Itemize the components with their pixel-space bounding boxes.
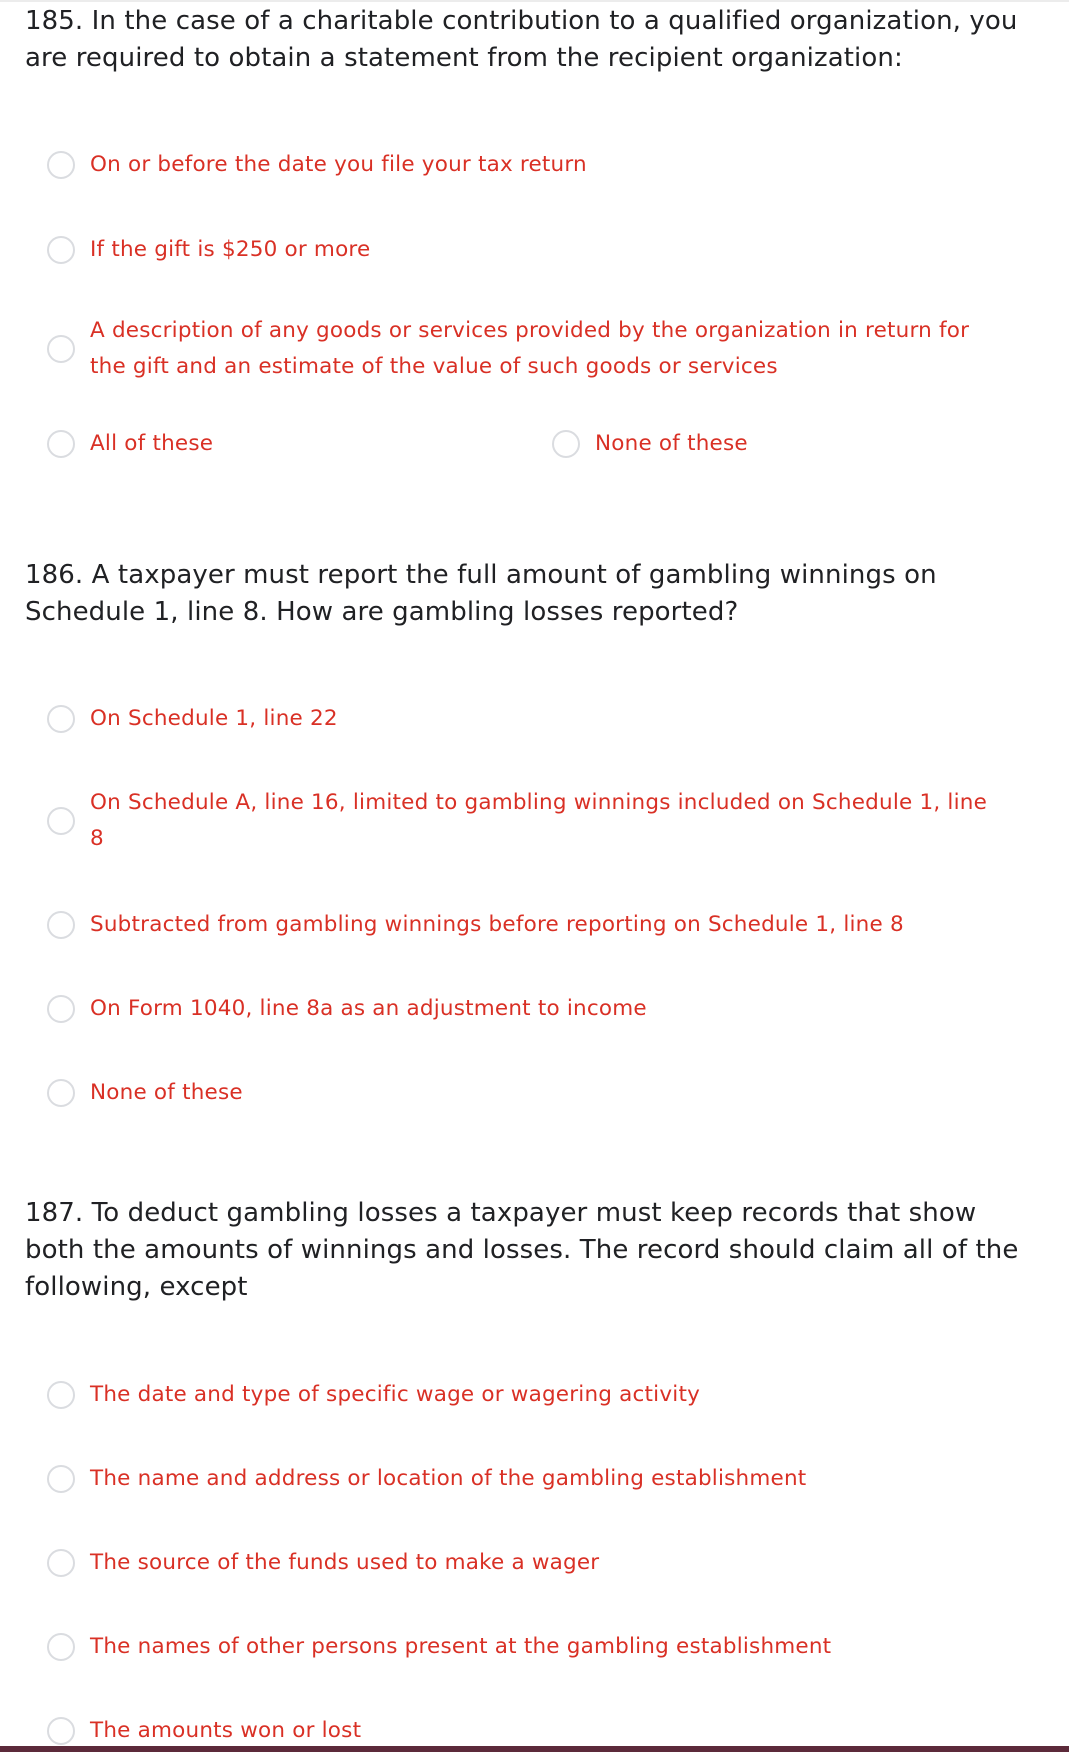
option-label: The source of the funds used to make a wager — [90, 1550, 600, 1575]
radio-button-icon[interactable] — [47, 807, 75, 835]
option-label: On Schedule A, line 16, limited to gambling winnings included on Schedule 1, line 8 — [90, 790, 988, 851]
radio-button-icon[interactable] — [47, 911, 75, 939]
radio-button-icon[interactable] — [47, 335, 75, 363]
radio-button-icon[interactable] — [47, 705, 75, 733]
radio-button-icon[interactable] — [47, 1633, 75, 1661]
q186-option-5[interactable] — [47, 1075, 243, 1111]
radio-button-icon[interactable] — [47, 236, 75, 264]
q186-option-1[interactable] — [47, 701, 338, 737]
option-label: The name and address or location of the gambling establishment — [90, 1466, 807, 1491]
radio-button-icon[interactable] — [47, 1079, 75, 1107]
option-label: On Form 1040, line 8a as an adjustment to income — [90, 996, 647, 1021]
question-title: 186. A taxpayer must report the full amount of gambling winnings on Schedule 1, line 8. How are gambling losses reported? — [25, 560, 937, 627]
q187-option-5[interactable] — [47, 1713, 361, 1749]
option-label: The amounts won or lost — [90, 1718, 362, 1743]
radio-button-icon[interactable] — [47, 151, 75, 179]
q185-option-4[interactable] — [47, 426, 213, 462]
question-186 — [0, 557, 1069, 631]
q185-option-3[interactable] — [47, 313, 995, 385]
option-label: The date and type of specific wage or wagering activity — [90, 1382, 701, 1407]
q186-option-3[interactable] — [47, 907, 904, 943]
top-divider — [0, 0, 1069, 2]
q186-option-2[interactable] — [47, 785, 995, 857]
option-label: Subtracted from gambling winnings before reporting on Schedule 1, line 8 — [90, 912, 904, 937]
option-label: A description of any goods or services provided by the organization in return for the gift and an estimate of the value of such goods or services — [90, 318, 970, 379]
radio-button-icon[interactable] — [552, 430, 580, 458]
q185-option-2[interactable] — [47, 232, 370, 268]
bottom-accent-bar — [0, 1746, 1069, 1752]
question-187 — [0, 1195, 1069, 1306]
radio-button-icon[interactable] — [47, 430, 75, 458]
radio-button-icon[interactable] — [47, 1549, 75, 1577]
q186-option-4[interactable] — [47, 991, 647, 1027]
option-label: All of these — [90, 431, 214, 456]
q185-option-5[interactable] — [552, 426, 748, 462]
q187-option-3[interactable] — [47, 1545, 599, 1581]
option-label: None of these — [90, 1080, 243, 1105]
question-title: 185. In the case of a charitable contribution to a qualified organization, you are required to obtain a statement from the recipient organization: — [25, 6, 1018, 73]
option-label: On Schedule 1, line 22 — [90, 706, 338, 731]
q187-option-2[interactable] — [47, 1461, 806, 1497]
q185-option-1[interactable] — [47, 147, 587, 183]
radio-button-icon[interactable] — [47, 1717, 75, 1745]
option-label: None of these — [595, 431, 748, 456]
question-185 — [0, 3, 1069, 77]
radio-button-icon[interactable] — [47, 1465, 75, 1493]
q187-option-1[interactable] — [47, 1377, 700, 1413]
radio-button-icon[interactable] — [47, 995, 75, 1023]
option-label: The names of other persons present at the gambling establishment — [90, 1634, 832, 1659]
q187-option-4[interactable] — [47, 1629, 831, 1665]
option-label: If the gift is $250 or more — [90, 237, 371, 262]
radio-button-icon[interactable] — [47, 1381, 75, 1409]
question-title: 187. To deduct gambling losses a taxpayer must keep records that show both the amounts of winnings and losses. The record should claim all of the following, except — [25, 1198, 1019, 1302]
option-label: On or before the date you file your tax return — [90, 152, 587, 177]
